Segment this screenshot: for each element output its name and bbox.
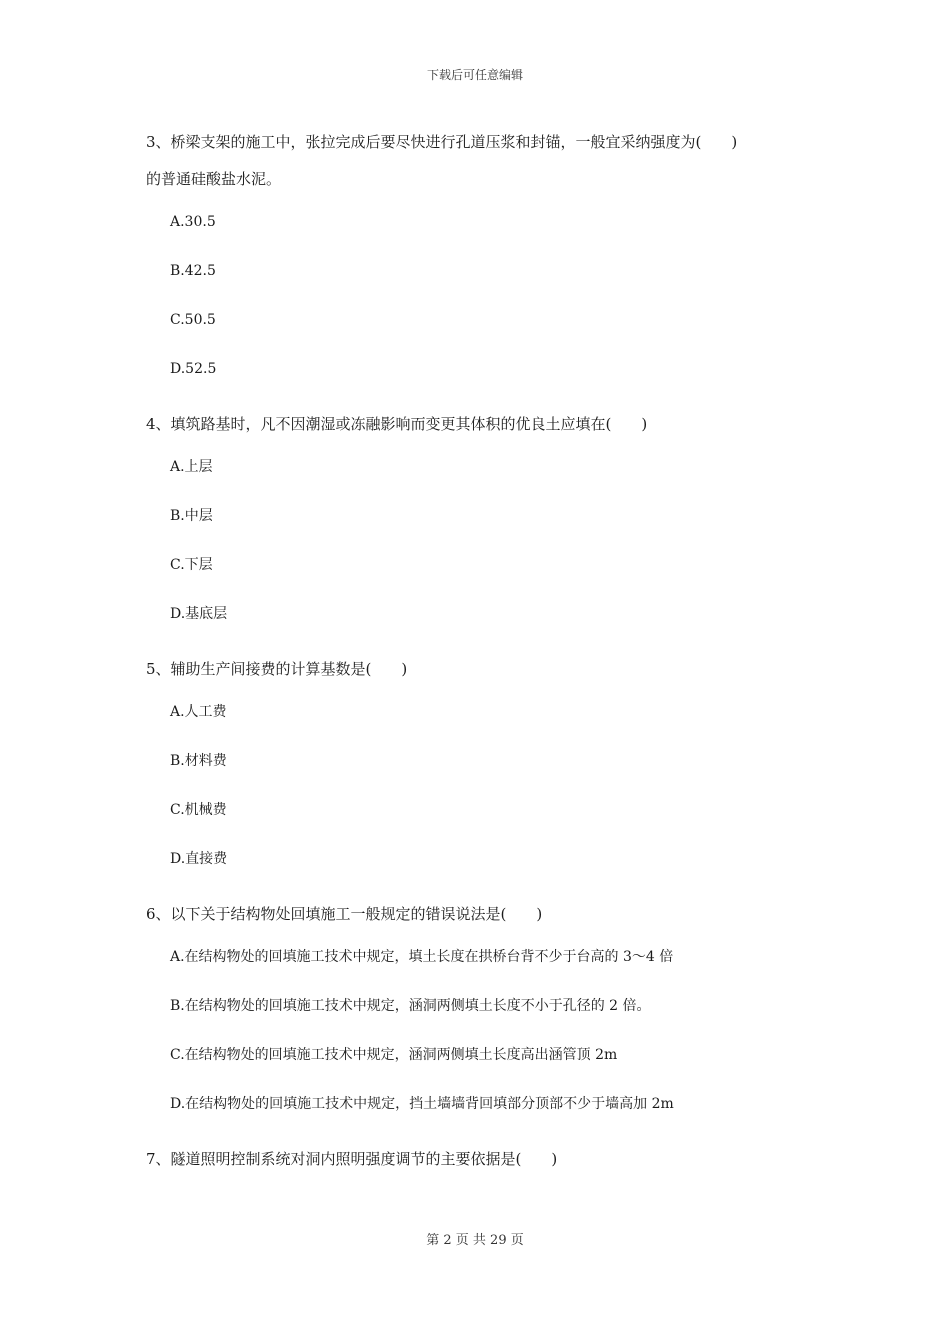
question-stem [146,124,826,198]
question-stem [146,651,826,688]
page-footer: 第 2 页 共 29 页 [426,1233,524,1248]
question-4 [146,406,826,651]
question-5 [146,651,826,896]
option-b: B.中层 [170,508,213,524]
option-d: D.直接费 [170,851,228,867]
option-d: D.基底层 [170,606,228,622]
question-text-line: 7、隧道照明控制系统对洞内照明强度调节的主要依据是( ) [146,1150,558,1168]
option-b: B.在结构物处的回填施工技术中规定，涵洞两侧填土长度不小于孔径的 2 倍。 [170,998,651,1014]
option-a: A.人工费 [170,704,227,720]
option-a: A.上层 [170,459,213,475]
option-c: C.在结构物处的回填施工技术中规定，涵洞两侧填土长度高出涵管顶 2m [170,1047,618,1063]
question-3 [146,124,826,406]
option-c: C.下层 [170,557,213,573]
question-text-line: 4、填筑路基时，凡不因潮湿或冻融影响而变更其体积的优良土应填在( ) [146,415,648,433]
option-d: D.52.5 [170,361,217,377]
option-b: B.材料费 [170,753,227,769]
question-stem [146,896,826,933]
question-stem [146,406,826,443]
question-stem [146,1141,826,1178]
question-text-line: 5、辅助生产间接费的计算基数是( ) [146,660,408,678]
option-c: C.50.5 [170,312,216,328]
question-text-line: 6、以下关于结构物处回填施工一般规定的错误说法是( ) [146,905,543,923]
option-d: D.在结构物处的回填施工技术中规定，挡土墙墙背回填部分顶部不少于墙高加 2m [170,1096,674,1112]
question-7 [146,1141,826,1178]
option-a: A.在结构物处的回填施工技术中规定，填土长度在拱桥台背不少于台高的 3～4 倍 [170,949,674,965]
question-6 [146,896,826,1141]
question-text-line: 的普通硅酸盐水泥。 [146,170,282,188]
option-b: B.42.5 [170,263,216,279]
document-body [146,124,826,1190]
option-c: C.机械费 [170,802,227,818]
page-header: 下载后可任意编辑 [426,68,523,82]
question-text-line: 3、桥梁支架的施工中，张拉完成后要尽快进行孔道压浆和封锚，一般宜采纳强度为( ) [146,133,738,151]
option-a: A.30.5 [170,214,216,230]
